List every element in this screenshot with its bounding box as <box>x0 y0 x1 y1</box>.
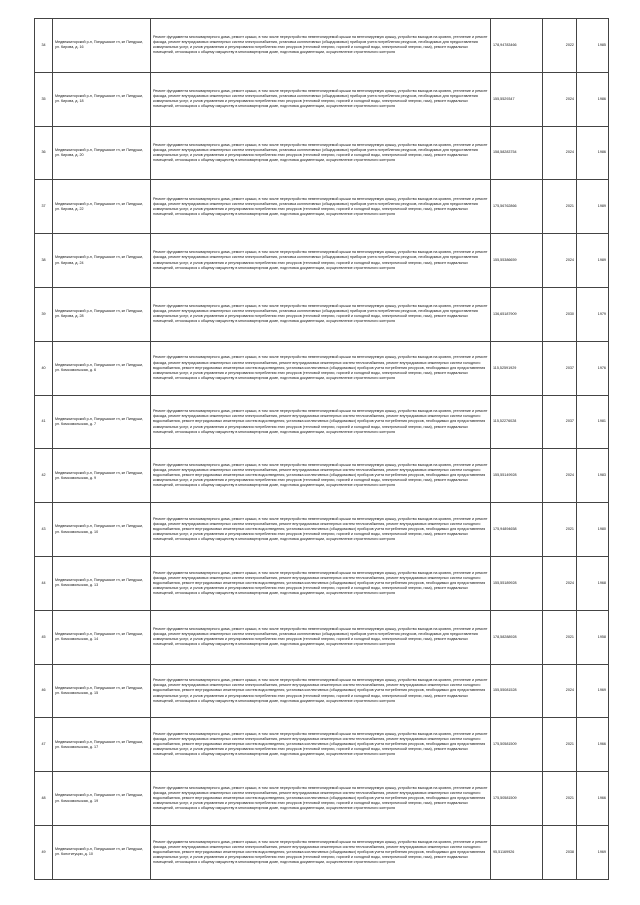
build-year-cell: 1983 <box>577 449 609 503</box>
cost-value-cell: 178,94783466 <box>491 19 543 73</box>
row-number-cell: 44 <box>35 556 53 610</box>
cost-value-cell: 175,50581509 <box>491 718 543 772</box>
row-number-cell: 38 <box>35 234 53 288</box>
address-cell: Медвежьегорский р-н, Пиндушское гп, кп Пиндуши, ул. Кирова, д. 22 <box>53 180 151 234</box>
build-year-cell: 1989 <box>577 180 609 234</box>
work-description-cell: Ремонт фундамента многоквартирного дома, ремонт крыши, в том числе переустройство невентилируемой крыши на вентилируемую крышу, устройство выходов на кровлю, утепление и ремонт фасада, ремонт внутридомовых инженерных систем электроснабжения, ремонт внутридомовых инженерных систем теплоснабжения, ремонт внутридомовых инженерных систем холодного водоснабжения, ремонт внутридомовых инженерных систем водоотведения, установка коллективных (общедомовых) приборов учета потребления ресурсов, необходимых для предоставления коммунальных услуг, и узлов управления и регулирования потребления этих ресурсов (тепловой энергии, горячей и холодной воды, электрической энергии, газа), ремонт подвальных помещений, относящихся к общему имуществу в многоквартирном доме, подготовка документации, осуществление строительного контроля <box>151 341 491 395</box>
build-year-cell: 1986 <box>577 126 609 180</box>
row-number-cell: 34 <box>35 19 53 73</box>
table-row <box>35 664 609 718</box>
build-year-cell: 1986 <box>577 72 609 126</box>
planned-year-cell: 2038 <box>543 825 577 879</box>
planned-year-cell: 2024 <box>543 126 577 180</box>
cost-value-cell: 178,58288928 <box>491 610 543 664</box>
build-year-cell: 1989 <box>577 234 609 288</box>
cost-value-cell: 155,55081528 <box>491 664 543 718</box>
build-year-cell: 1980 <box>577 503 609 557</box>
planned-year-cell: 2022 <box>543 19 577 73</box>
row-number-cell: 40 <box>35 341 53 395</box>
row-number-cell: 48 <box>35 772 53 826</box>
address-cell: Медвежьегорский р-н, Пиндушское гп, кп Пиндуши, ул. Комсомольская, д. 19 <box>53 772 151 826</box>
address-cell: Медвежьегорский р-н, Пиндушское гп, кп Пиндуши, ул. Конституции, д. 10 <box>53 825 151 879</box>
table-row <box>35 180 609 234</box>
work-description-cell: Ремонт фундамента многоквартирного дома, ремонт крыши, в том числе переустройство невентилируемой крыши на вентилируемую крышу, устройство выходов на кровлю, утепление и ремонт фасада, ремонт внутридомовых инженерных систем электроснабжения, установка коллективных (общедомовых) приборов учета потребления ресурсов, необходимых для предоставления коммунальных услуг, и узлов управления и регулирования потребления этих ресурсов (тепловой энергии, горячей и холодной воды, электрической энергии, газа), ремонт подвальных помещений, относящихся к общему имуществу в многоквартирном доме, подготовка документации, осуществление строительного контроля <box>151 19 491 73</box>
planned-year-cell: 2037 <box>543 395 577 449</box>
address-cell: Медвежьегорский р-н, Пиндушское гп, кп Пиндуши, ул. Комсомольская, д. 13 <box>53 556 151 610</box>
table-row <box>35 772 609 826</box>
work-description-cell: Ремонт фундамента многоквартирного дома, ремонт крыши, в том числе переустройство невентилируемой крыши на вентилируемую крышу, устройство выходов на кровлю, утепление и ремонт фасада, ремонт внутридомовых инженерных систем электроснабжения, ремонт внутридомовых инженерных систем теплоснабжения, ремонт внутридомовых инженерных систем холодного водоснабжения, ремонт внутридомовых инженерных систем водоотведения, установка коллективных (общедомовых) приборов учета потребления ресурсов, необходимых для предоставления коммунальных услуг, и узлов управления и регулирования потребления этих ресурсов (тепловой энергии, горячей и холодной воды, электрической энергии, газа), ремонт подвальных помещений, относящихся к общему имуществу в многоквартирном доме, подготовка документации, осуществление строительного контроля <box>151 718 491 772</box>
work-description-cell: Ремонт фундамента многоквартирного дома, ремонт крыши, в том числе переустройство невентилируемой крыши на вентилируемую крышу, устройство выходов на кровлю, утепление и ремонт фасада, ремонт внутридомовых инженерных систем электроснабжения, установка коллективных (общедомовых) приборов учета потребления ресурсов, необходимых для предоставления коммунальных услуг, и узлов управления и регулирования потребления этих ресурсов (тепловой энергии, горячей и холодной воды, электрической энергии, газа), ремонт подвальных помещений, относящихся к общему имуществу в многоквартирном доме, подготовка документации, осуществление строительного контроля <box>151 287 491 341</box>
planned-year-cell: 2024 <box>543 556 577 610</box>
build-year-cell: 1969 <box>577 825 609 879</box>
work-description-cell: Ремонт фундамента многоквартирного дома, ремонт крыши, в том числе переустройство невентилируемой крыши на вентилируемую крышу, устройство выходов на кровлю, утепление и ремонт фасада, ремонт внутридомовых инженерных систем электроснабжения, ремонт внутридомовых инженерных систем теплоснабжения, ремонт внутридомовых инженерных систем холодного водоснабжения, ремонт внутридомовых инженерных систем водоотведения, установка коллективных (общедомовых) приборов учета потребления ресурсов, необходимых для предоставления коммунальных услуг, и узлов управления и регулирования потребления этих ресурсов (тепловой энергии, горячей и холодной воды, электрической энергии, газа), ремонт подвальных помещений, относящихся к общему имуществу в многоквартирном доме, подготовка документации, осуществление строительного контроля <box>151 449 491 503</box>
cost-value-cell: 158,58283754 <box>491 126 543 180</box>
work-description-cell: Ремонт фундамента многоквартирного дома, ремонт крыши, в том числе переустройство невентилируемой крыши на вентилируемую крышу, устройство выходов на кровлю, утепление и ремонт фасада, ремонт внутридомовых инженерных систем электроснабжения, ремонт внутридомовых инженерных систем теплоснабжения, ремонт внутридомовых инженерных систем холодного водоснабжения, ремонт внутридомовых инженерных систем водоотведения, установка коллективных (общедомовых) приборов учета потребления ресурсов, необходимых для предоставления коммунальных услуг, и узлов управления и регулирования потребления этих ресурсов (тепловой энергии, горячей и холодной воды, электрической энергии, газа), ремонт подвальных помещений, относящихся к общему имуществу в многоквартирном доме, подготовка документации, осуществление строительного контроля <box>151 825 491 879</box>
address-cell: Медвежьегорский р-н, Пиндушское гп, кп Пиндуши, ул. Комсомольская, д. 15 <box>53 664 151 718</box>
work-description-cell: Ремонт фундамента многоквартирного дома, ремонт крыши, в том числе переустройство невентилируемой крыши на вентилируемую крышу, устройство выходов на кровлю, утепление и ремонт фасада, ремонт внутридомовых инженерных систем электроснабжения, установка коллективных (общедомовых) приборов учета потребления ресурсов, необходимых для предоставления коммунальных услуг, и узлов управления и регулирования потребления этих ресурсов (тепловой энергии, горячей и холодной воды, электрической энергии, газа), ремонт подвальных помещений, относящихся к общему имуществу в многоквартирном доме, подготовка документации, осуществление строительного контроля <box>151 72 491 126</box>
cost-value-cell: 136,65187909 <box>491 287 543 341</box>
planned-year-cell: 2021 <box>543 718 577 772</box>
build-year-cell: 1981 <box>577 395 609 449</box>
planned-year-cell: 2021 <box>543 610 577 664</box>
table-row <box>35 395 609 449</box>
planned-year-cell: 2024 <box>543 664 577 718</box>
work-description-cell: Ремонт фундамента многоквартирного дома, ремонт крыши, в том числе переустройство невентилируемой крыши на вентилируемую крышу, устройство выходов на кровлю, утепление и ремонт фасада, ремонт внутридомовых инженерных систем электроснабжения, ремонт внутридомовых инженерных систем теплоснабжения, ремонт внутридомовых инженерных систем холодного водоснабжения, ремонт внутридомовых инженерных систем водоотведения, установка коллективных (общедомовых) приборов учета потребления ресурсов, необходимых для предоставления коммунальных услуг, и узлов управления и регулирования потребления этих ресурсов (тепловой энергии, горячей и холодной воды, электрической энергии, газа), ремонт подвальных помещений, относящихся к общему имуществу в многоквартирном доме, подготовка документации, осуществление строительного контроля <box>151 664 491 718</box>
table-row <box>35 287 609 341</box>
build-year-cell: 1958 <box>577 610 609 664</box>
cost-value-cell: 95,51169926 <box>491 825 543 879</box>
cost-value-cell: 115,52276028 <box>491 395 543 449</box>
work-description-cell: Ремонт фундамента многоквартирного дома, ремонт крыши, в том числе переустройство невентилируемой крыши на вентилируемую крышу, устройство выходов на кровлю, утепление и ремонт фасада, ремонт внутридомовых инженерных систем электроснабжения, установка коллективных (общедомовых) приборов учета потребления ресурсов, необходимых для предоставления коммунальных услуг, и узлов управления и регулирования потребления этих ресурсов (тепловой энергии, горячей и холодной воды, электрической энергии, газа), ремонт подвальных помещений, относящихся к общему имуществу в многоквартирном доме, подготовка документации, осуществление строительного контроля <box>151 234 491 288</box>
work-description-cell: Ремонт фундамента многоквартирного дома, ремонт крыши, в том числе переустройство невентилируемой крыши на вентилируемую крышу, устройство выходов на кровлю, утепление и ремонт фасада, ремонт внутридомовых инженерных систем электроснабжения, ремонт внутридомовых инженерных систем теплоснабжения, ремонт внутридомовых инженерных систем холодного водоснабжения, ремонт внутридомовых инженерных систем водоотведения, установка коллективных (общедомовых) приборов учета потребления ресурсов, необходимых для предоставления коммунальных услуг, и узлов управления и регулирования потребления этих ресурсов (тепловой энергии, горячей и холодной воды, электрической энергии, газа), ремонт подвальных помещений, относящихся к общему имуществу в многоквартирном доме, подготовка документации, осуществление строительного контроля <box>151 556 491 610</box>
address-cell: Медвежьегорский р-н, Пиндушское гп, кп Пиндуши, ул. Комсомольская, д. 6 <box>53 341 151 395</box>
planned-year-cell: 2021 <box>543 180 577 234</box>
row-number-cell: 41 <box>35 395 53 449</box>
table-row <box>35 234 609 288</box>
build-year-cell: 1966 <box>577 718 609 772</box>
row-number-cell: 36 <box>35 126 53 180</box>
build-year-cell: 1969 <box>577 664 609 718</box>
table-row <box>35 825 609 879</box>
row-number-cell: 47 <box>35 718 53 772</box>
capital-repair-table <box>34 18 609 880</box>
address-cell: Медвежьегорский р-н, Пиндушское гп, кп Пиндуши, ул. Комсомольская, д. 14 <box>53 610 151 664</box>
work-description-cell: Ремонт фундамента многоквартирного дома, ремонт крыши, в том числе переустройство невентилируемой крыши на вентилируемую крышу, устройство выходов на кровлю, утепление и ремонт фасада, ремонт внутридомовых инженерных систем электроснабжения, ремонт внутридомовых инженерных систем теплоснабжения, ремонт внутридомовых инженерных систем холодного водоснабжения, ремонт внутридомовых инженерных систем водоотведения, установка коллективных (общедомовых) приборов учета потребления ресурсов, необходимых для предоставления коммунальных услуг, и узлов управления и регулирования потребления этих ресурсов (тепловой энергии, горячей и холодной воды, электрической энергии, газа), ремонт подвальных помещений, относящихся к общему имуществу в многоквартирном доме, подготовка документации, осуществление строительного контроля <box>151 503 491 557</box>
address-cell: Медвежьегорский р-н, Пиндушское гп, кп Пиндуши, ул. Кирова, д. 20 <box>53 126 151 180</box>
planned-year-cell: 2037 <box>543 341 577 395</box>
planned-year-cell: 2030 <box>543 287 577 341</box>
table-row <box>35 449 609 503</box>
row-number-cell: 39 <box>35 287 53 341</box>
build-year-cell: 1968 <box>577 556 609 610</box>
planned-year-cell: 2021 <box>543 503 577 557</box>
cost-value-cell: 175,56762866 <box>491 180 543 234</box>
address-cell: Медвежьегорский р-н, Пиндушское гп, кп Пиндуши, ул. Комсомольская, д. 10 <box>53 503 151 557</box>
row-number-cell: 45 <box>35 610 53 664</box>
table-row <box>35 556 609 610</box>
planned-year-cell: 2024 <box>543 449 577 503</box>
table-body <box>35 19 609 880</box>
build-year-cell: 1976 <box>577 341 609 395</box>
work-description-cell: Ремонт фундамента многоквартирного дома, ремонт крыши, в том числе переустройство невентилируемой крыши на вентилируемую крышу, устройство выходов на кровлю, утепление и ремонт фасада, ремонт внутридомовых инженерных систем электроснабжения, ремонт внутридомовых инженерных систем теплоснабжения, ремонт внутридомовых инженерных систем холодного водоснабжения, ремонт внутридомовых инженерных систем водоотведения, установка коллективных (общедомовых) приборов учета потребления ресурсов, необходимых для предоставления коммунальных услуг, и узлов управления и регулирования потребления этих ресурсов (тепловой энергии, горячей и холодной воды, электрической энергии, газа), ремонт подвальных помещений, относящихся к общему имуществу в многоквартирном доме, подготовка документации, осуществление строительного контроля <box>151 395 491 449</box>
cost-value-cell: 155,55149928 <box>491 449 543 503</box>
planned-year-cell: 2024 <box>543 234 577 288</box>
address-cell: Медвежьегорский р-н, Пиндушское гп, кп Пиндуши, ул. Кирова, д. 16 <box>53 19 151 73</box>
row-number-cell: 43 <box>35 503 53 557</box>
cost-value-cell: 115,52591929 <box>491 341 543 395</box>
address-cell: Медвежьегорский р-н, Пиндушское гп, кп Пиндуши, ул. Кирова, д. 18 <box>53 72 151 126</box>
row-number-cell: 49 <box>35 825 53 879</box>
build-year-cell: 1979 <box>577 287 609 341</box>
address-cell: Медвежьегорский р-н, Пиндушское гп, кп Пиндуши, ул. Кирова, д. 28 <box>53 287 151 341</box>
work-description-cell: Ремонт фундамента многоквартирного дома, ремонт крыши, в том числе переустройство невентилируемой крыши на вентилируемую крышу, устройство выходов на кровлю, утепление и ремонт фасада, ремонт внутридомовых инженерных систем электроснабжения, установка коллективных (общедомовых) приборов учета потребления ресурсов, необходимых для предоставления коммунальных услуг, и узлов управления и регулирования потребления этих ресурсов (тепловой энергии, горячей и холодной воды, электрической энергии, газа), ремонт подвальных помещений, относящихся к общему имуществу в многоквартирном доме, подготовка документации, осуществление строительного контроля <box>151 610 491 664</box>
planned-year-cell: 2024 <box>543 72 577 126</box>
address-cell: Медвежьегорский р-н, Пиндушское гп, кп Пиндуши, ул. Комсомольская, д. 17 <box>53 718 151 772</box>
build-year-cell: 1985 <box>577 19 609 73</box>
table-row <box>35 718 609 772</box>
work-description-cell: Ремонт фундамента многоквартирного дома, ремонт крыши, в том числе переустройство невентилируемой крыши на вентилируемую крышу, устройство выходов на кровлю, утепление и ремонт фасада, ремонт внутридомовых инженерных систем электроснабжения, установка коллективных (общедомовых) приборов учета потребления ресурсов, необходимых для предоставления коммунальных услуг, и узлов управления и регулирования потребления этих ресурсов (тепловой энергии, горячей и холодной воды, электрической энергии, газа), ремонт подвальных помещений, относящихся к общему имуществу в многоквартирном доме, подготовка документации, осуществление строительного контроля <box>151 180 491 234</box>
cost-value-cell: 175,50581509 <box>491 772 543 826</box>
row-number-cell: 35 <box>35 72 53 126</box>
cost-value-cell: 155,55189928 <box>491 556 543 610</box>
row-number-cell: 46 <box>35 664 53 718</box>
table-row <box>35 19 609 73</box>
planned-year-cell: 2021 <box>543 772 577 826</box>
work-description-cell: Ремонт фундамента многоквартирного дома, ремонт крыши, в том числе переустройство невентилируемой крыши на вентилируемую крышу, устройство выходов на кровлю, утепление и ремонт фасада, ремонт внутридомовых инженерных систем электроснабжения, установка коллективных (общедомовых) приборов учета потребления ресурсов, необходимых для предоставления коммунальных услуг, и узлов управления и регулирования потребления этих ресурсов (тепловой энергии, горячей и холодной воды, электрической энергии, газа), ремонт подвальных помещений, относящихся к общему имуществу в многоквартирном доме, подготовка документации, осуществление строительного контроля <box>151 126 491 180</box>
cost-value-cell: 155,5529347 <box>491 72 543 126</box>
build-year-cell: 1966 <box>577 772 609 826</box>
address-cell: Медвежьегорский р-н, Пиндушское гп, кп Пиндуши, ул. Комсомольская, д. 7 <box>53 395 151 449</box>
table-row <box>35 503 609 557</box>
row-number-cell: 37 <box>35 180 53 234</box>
cost-value-cell: 175,94894658 <box>491 503 543 557</box>
cost-value-cell: 155,55386659 <box>491 234 543 288</box>
table-row <box>35 72 609 126</box>
work-description-cell: Ремонт фундамента многоквартирного дома, ремонт крыши, в том числе переустройство невентилируемой крыши на вентилируемую крышу, устройство выходов на кровлю, утепление и ремонт фасада, ремонт внутридомовых инженерных систем электроснабжения, ремонт внутридомовых инженерных систем теплоснабжения, ремонт внутридомовых инженерных систем холодного водоснабжения, ремонт внутридомовых инженерных систем водоотведения, установка коллективных (общедомовых) приборов учета потребления ресурсов, необходимых для предоставления коммунальных услуг, и узлов управления и регулирования потребления этих ресурсов (тепловой энергии, горячей и холодной воды, электрической энергии, газа), ремонт подвальных помещений, относящихся к общему имуществу в многоквартирном доме, подготовка документации, осуществление строительного контроля <box>151 772 491 826</box>
row-number-cell: 42 <box>35 449 53 503</box>
table-row <box>35 610 609 664</box>
table-row <box>35 341 609 395</box>
address-cell: Медвежьегорский р-н, Пиндушское гп, кп Пиндуши, ул. Кирова, д. 24 <box>53 234 151 288</box>
address-cell: Медвежьегорский р-н, Пиндушское гп, кп Пиндуши, ул. Комсомольская, д. 9 <box>53 449 151 503</box>
table-row <box>35 126 609 180</box>
